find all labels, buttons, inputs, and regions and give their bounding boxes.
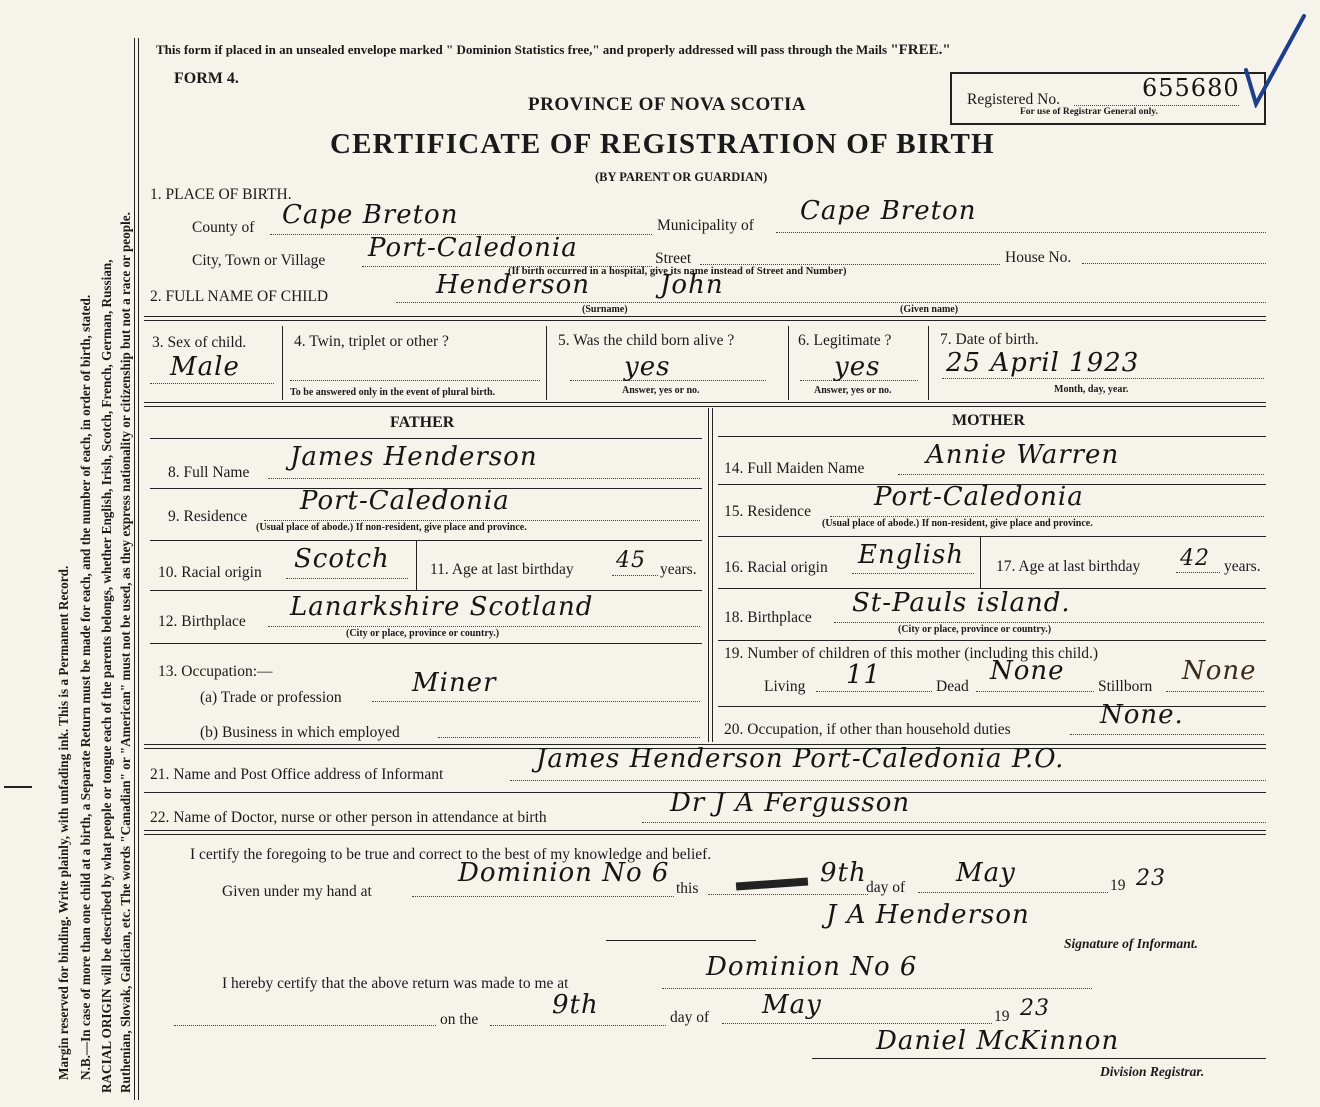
father-birthplace-note: (City or place, province or country.) [346, 628, 500, 639]
return-day-of-label: day of [670, 1009, 710, 1026]
signature-of-informant-label: Signature of Informant. [1064, 936, 1198, 951]
legitimate-value: yes [834, 352, 881, 382]
sex-label: 3. Sex of child. [152, 334, 247, 351]
given-name-note: (Given name) [900, 304, 959, 315]
born-alive-label: 5. Was the child born alive ? [558, 332, 735, 349]
mother-birthplace-label: 18. Birthplace [724, 609, 812, 626]
dead-label: Dead [936, 678, 969, 695]
registrar-signature-value: Daniel McKinnon [876, 1026, 1120, 1056]
margin-note-racial-origin-cont: Ruthenian, Slovak, Galician, etc. The words "Canadian" or "American" must not be used, as they express nationality or citizenship but not a race or people. [118, 212, 133, 1093]
certificate-title: CERTIFICATE OF REGISTRATION OF BIRTH [330, 128, 995, 160]
dead-value: None [990, 656, 1065, 686]
check-mark-icon [1242, 12, 1308, 108]
this-label: this [676, 880, 699, 897]
margin-rule-inner [138, 38, 139, 1100]
surname-note: (Surname) [582, 304, 628, 315]
father-business-label: (b) Business in which employed [200, 724, 400, 741]
twin-label: 4. Twin, triplet or other ? [294, 333, 449, 350]
return-year-value: 23 [1020, 996, 1050, 1021]
father-residence-label: 9. Residence [168, 508, 248, 525]
legitimate-label: 6. Legitimate ? [798, 332, 892, 349]
mother-birthplace-value: St-Pauls island. [852, 588, 1071, 618]
father-years-label: years. [660, 561, 697, 578]
mother-years-label: years. [1224, 558, 1261, 575]
mother-occupation-label: 20. Occupation, if other than household duties [724, 721, 1011, 738]
given-day-of-label: day of [866, 879, 906, 896]
city-label: City, Town or Village [192, 252, 326, 269]
on-the-label: on the [440, 1011, 479, 1028]
registrar-note: For use of Registrar General only. [1020, 107, 1158, 117]
given-year-value: 23 [1136, 866, 1166, 891]
informant-value: James Henderson Port-Caledonia P.O. [536, 744, 1065, 774]
father-racial-origin-label: 10. Racial origin [158, 564, 262, 581]
mother-racial-origin-value: English [858, 540, 965, 570]
father-birthplace-value: Lanarkshire Scotland [290, 592, 594, 622]
return-place-value: Dominion No 6 [706, 952, 918, 982]
mother-children-label: 19. Number of children of this mother (including this child.) [724, 645, 1099, 662]
municipality-label: Municipality of [657, 217, 754, 234]
margin-instructions [0, 0, 140, 1107]
born-alive-note: Answer, yes or no. [622, 385, 700, 396]
given-day-value: 9th [820, 858, 867, 888]
given-year-prefix: 19 [1110, 877, 1126, 894]
mother-residence-value: Port-Caledonia [874, 482, 1084, 512]
county-label: County of [192, 219, 255, 236]
mother-name-label: 14. Full Maiden Name [724, 460, 865, 477]
division-registrar-label: Division Registrar. [1100, 1064, 1205, 1079]
mother-age-label: 17. Age at last birthday [996, 558, 1141, 575]
given-month-value: May [956, 858, 1016, 888]
return-year-prefix: 19 [994, 1008, 1010, 1025]
mother-occupation-value: None. [1100, 700, 1184, 730]
father-age-value: 45 [616, 548, 646, 573]
living-value: 11 [846, 660, 882, 690]
house-number-label: House No. [1005, 249, 1072, 266]
province-heading: PROVINCE OF NOVA SCOTIA [528, 94, 807, 115]
child-name-label: 2. FULL NAME OF CHILD [150, 288, 329, 305]
hospital-note: (If birth occurred in a hospital, give its name instead of Street and Number) [508, 266, 847, 277]
date-of-birth-value: 25 April 1923 [946, 348, 1140, 378]
doctor-value: Dr J A Fergusson [670, 788, 911, 818]
margin-rule [134, 38, 135, 1100]
father-occupation-label: 13. Occupation:— [158, 663, 273, 680]
mother-birthplace-note: (City or place, province or country.) [898, 624, 1052, 635]
father-trade-label: (a) Trade or profession [200, 689, 342, 706]
date-of-birth-label: 7. Date of birth. [940, 331, 1039, 348]
city-value: Port-Caledonia [368, 233, 578, 263]
father-age-label: 11. Age at last birthday [430, 561, 574, 578]
informant-label: 21. Name and Post Office address of Informant [150, 766, 444, 783]
mother-name-value: Annie Warren [926, 440, 1120, 470]
given-under-hand-label: Given under my hand at [222, 883, 372, 900]
margin-note-racial-origin: RACIAL ORIGIN will be described by what people or tongue each of the parents belongs, whether English, Irish, Scotch, French, German, Russian, [99, 259, 114, 1093]
doctor-label: 22. Name of Doctor, nurse or other person in attendance at birth [150, 809, 547, 826]
date-of-birth-note: Month, day, year. [1054, 384, 1129, 395]
father-name-value: James Henderson [290, 442, 538, 472]
registration-box [950, 72, 1266, 125]
father-racial-origin-value: Scotch [294, 544, 390, 574]
living-label: Living [764, 678, 806, 695]
stillborn-label: Stillborn [1098, 678, 1153, 695]
child-surname-value: Henderson [436, 270, 591, 300]
mother-heading: MOTHER [952, 412, 1025, 429]
margin-note-multiple-births: N.B.—In case of more than one child at a birth, a Separate Return must be made for each, and the number of each, in order of birth, stated. [78, 294, 93, 1080]
mother-age-value: 42 [1180, 546, 1210, 571]
child-given-name-value: John [660, 270, 724, 300]
mother-residence-note: (Usual place of abode.) If non-resident, give place and province. [822, 518, 1093, 529]
mother-residence-label: 15. Residence [724, 503, 811, 520]
sex-value: Male [170, 352, 240, 382]
stillborn-value: None [1182, 656, 1257, 686]
registered-label: Registered No. [967, 91, 1060, 108]
return-month-value: May [762, 990, 822, 1020]
informant-signature-value: J A Henderson [826, 900, 1030, 930]
father-heading: FATHER [390, 414, 455, 431]
return-made-label: I hereby certify that the above return was made to me at [222, 975, 569, 992]
divider-child-details [144, 316, 1266, 321]
municipality-value: Cape Breton [800, 196, 977, 226]
divider-parents [144, 402, 1266, 407]
father-trade-value: Miner [412, 668, 497, 698]
form-number: FORM 4. [174, 70, 239, 87]
legitimate-note: Answer, yes or no. [814, 385, 892, 396]
twin-note: To be answered only in the event of plural birth. [290, 387, 496, 398]
divider-certification [144, 830, 1266, 835]
father-name-label: 8. Full Name [168, 464, 250, 481]
binding-mark [4, 786, 32, 788]
mother-racial-origin-label: 16. Racial origin [724, 559, 828, 576]
postal-note: This form if placed in an unsealed envelope marked " Dominion Statistics free," and properly addressed will pass through the Mails "FREE." [156, 42, 951, 58]
born-alive-value: yes [624, 352, 671, 382]
father-residence-note: (Usual place of abode.) If non-resident, give place and province. [256, 522, 527, 533]
margin-note-binding: Margin reserved for binding. Write plainly, with unfading ink. This is a Permanent Record. [56, 565, 71, 1080]
street-label: Street [655, 250, 692, 267]
father-residence-value: Port-Caledonia [300, 486, 510, 516]
place-of-birth-label: 1. PLACE OF BIRTH. [150, 186, 292, 203]
return-day-value: 9th [552, 990, 599, 1020]
certificate-subtitle: (BY PARENT OR GUARDIAN) [595, 170, 768, 184]
county-value: Cape Breton [282, 200, 459, 230]
struck-out-word [736, 877, 808, 890]
father-birthplace-label: 12. Birthplace [158, 613, 246, 630]
registered-value: 655680 [1142, 74, 1240, 102]
given-place-value: Dominion No 6 [458, 858, 670, 888]
certify-statement: I certify the foregoing to be true and correct to the best of my knowledge and belief. [190, 846, 712, 863]
